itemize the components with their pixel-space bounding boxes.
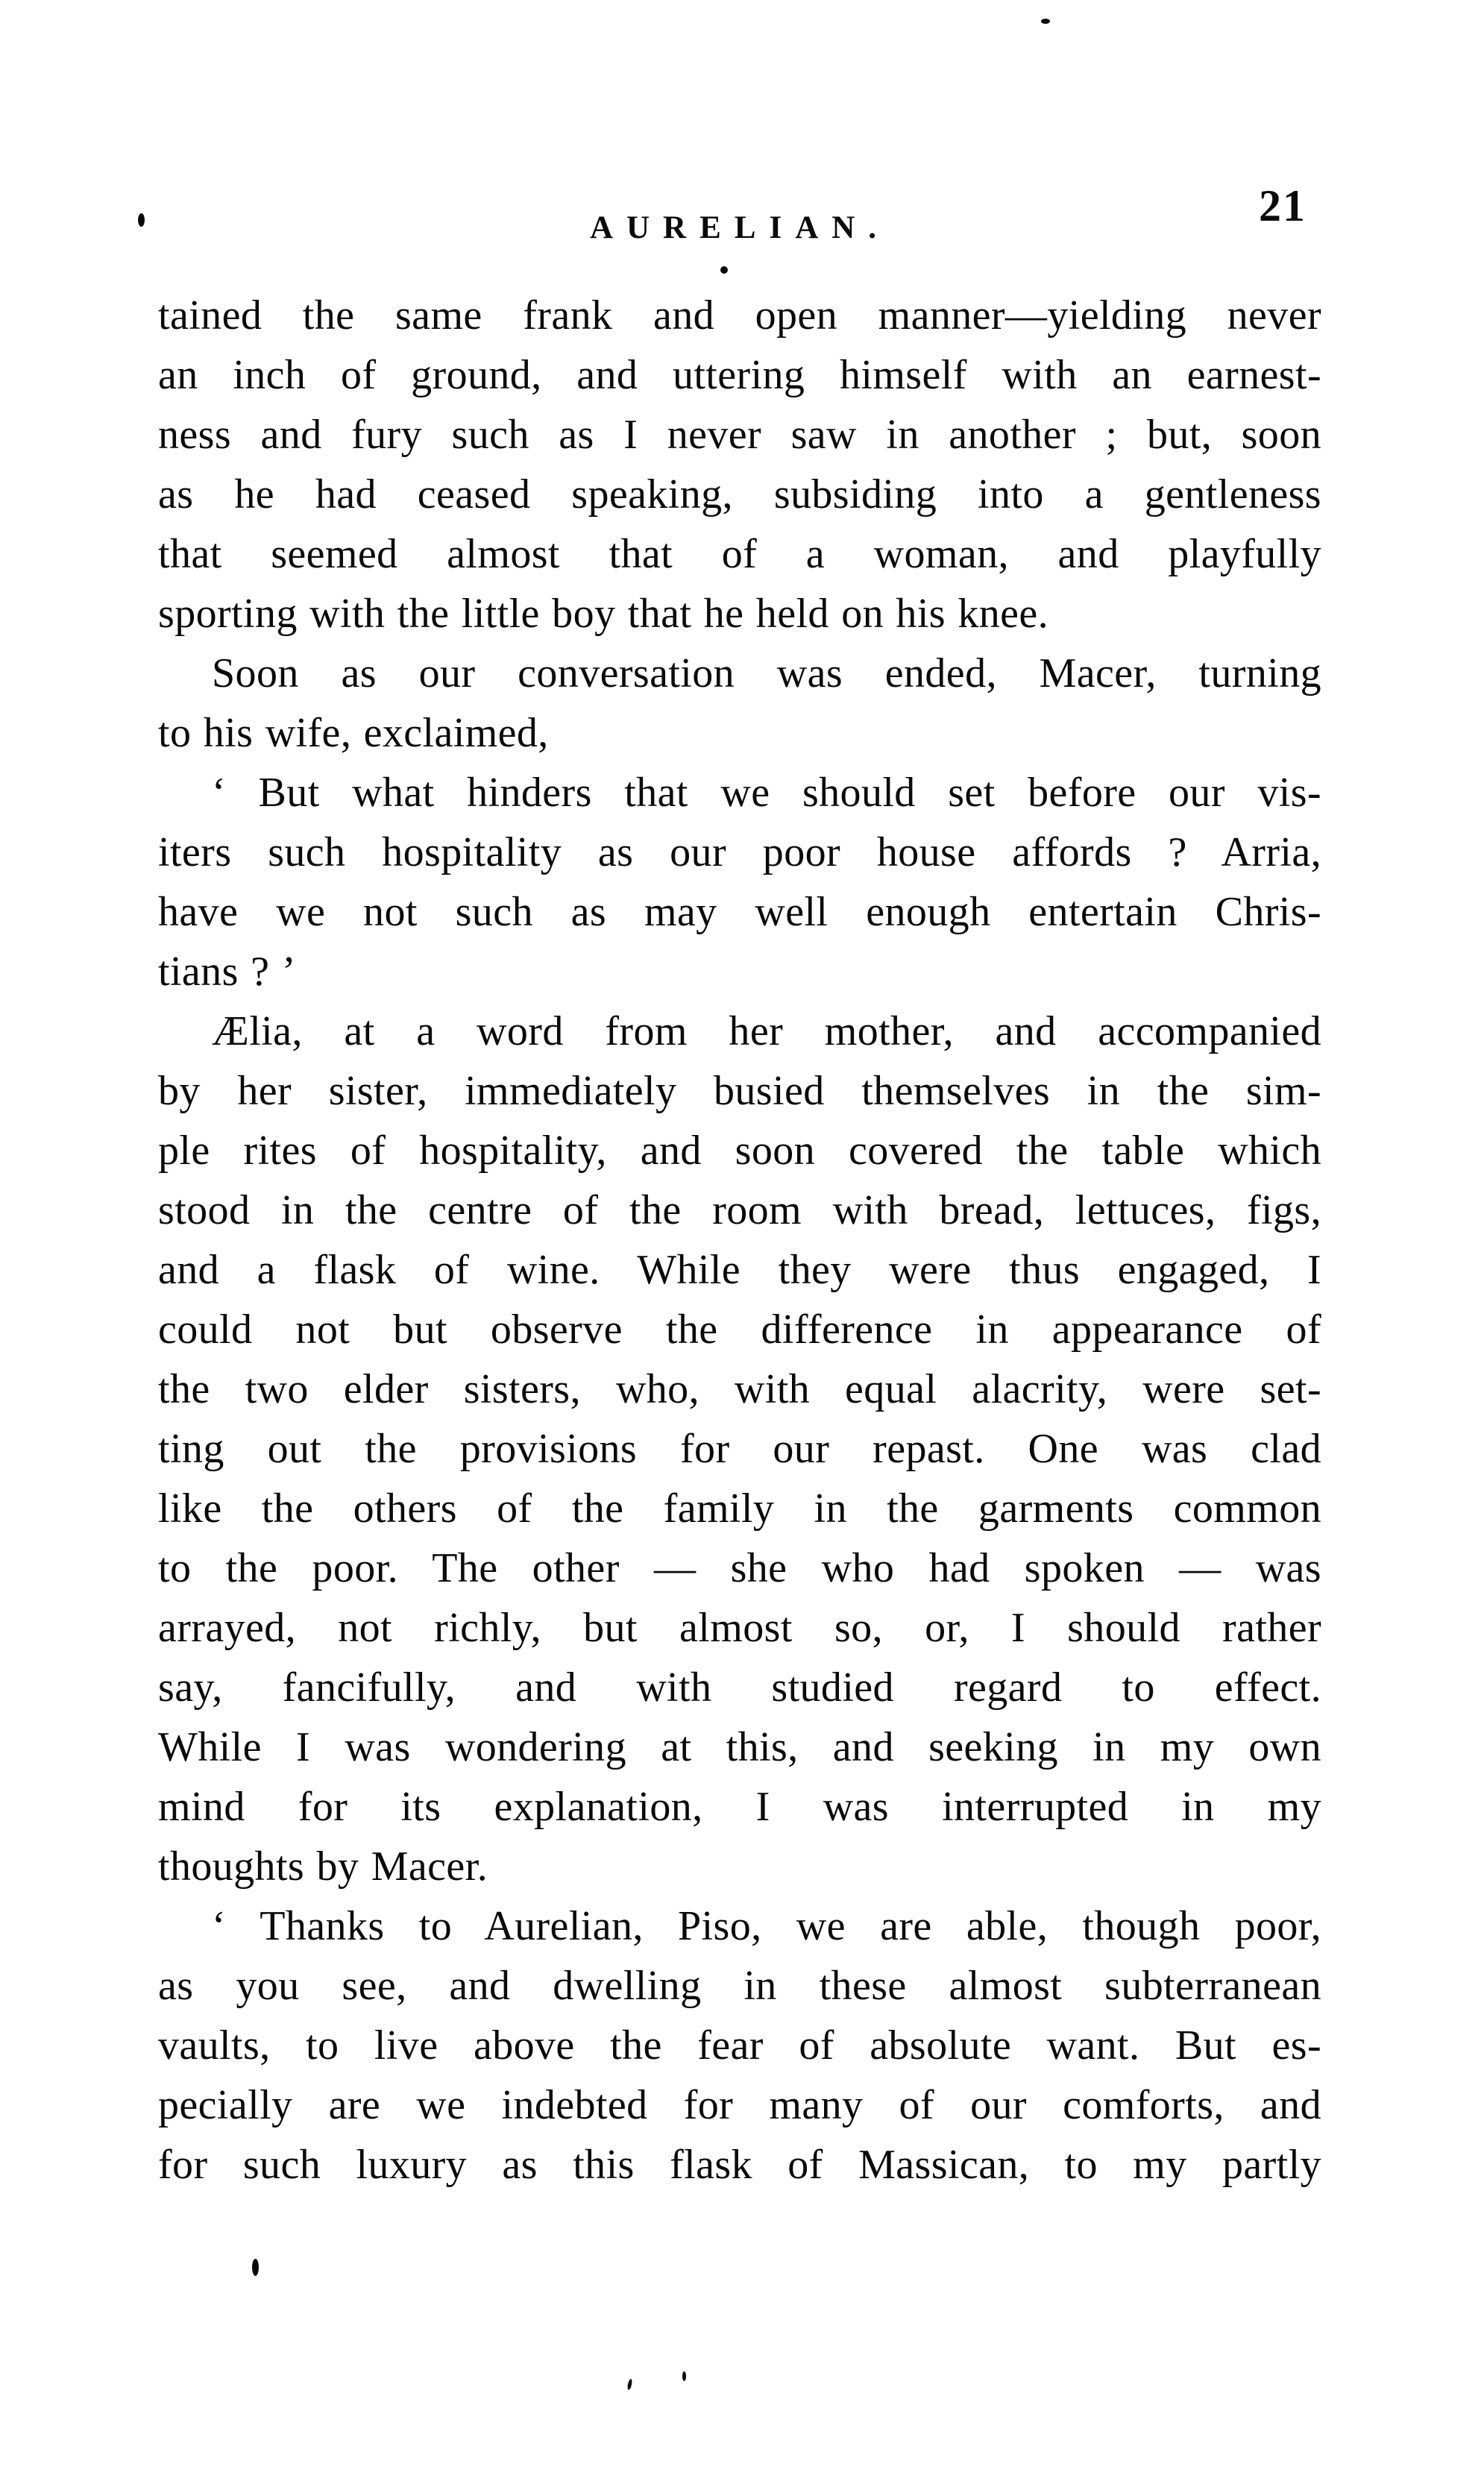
paragraph bbox=[158, 1896, 1321, 2195]
page-number: 21 bbox=[1259, 181, 1307, 230]
paragraph bbox=[158, 1001, 1321, 1896]
text-line: by her sister, immediately busied themselves in the sim- bbox=[158, 1068, 1321, 1114]
text-line: arrayed, not richly, but almost so, or, I should rather bbox=[158, 1605, 1321, 1651]
ink-speck bbox=[1041, 19, 1050, 24]
text-line: While I was wondering at this, and seeking in my own bbox=[158, 1724, 1321, 1770]
text-line: to his wife, exclaimed, bbox=[158, 710, 549, 756]
text-line: sporting with the little boy that he held on his knee. bbox=[158, 591, 1049, 637]
text-line: Soon as our conversation was ended, Macer, turning bbox=[212, 650, 1321, 696]
text-line: Ælia, at a word from her mother, and accompanied bbox=[212, 1008, 1321, 1054]
ink-speck bbox=[138, 213, 145, 227]
page-text-block bbox=[158, 286, 1321, 2195]
text-line: tained the same frank and open manner—yielding never bbox=[158, 292, 1321, 339]
text-line: have we not such as may well enough entertain Chris- bbox=[158, 889, 1321, 935]
text-line: pecially are we indebted for many of our comforts, and bbox=[158, 2082, 1321, 2128]
ink-speck bbox=[682, 2371, 686, 2381]
text-line: ple rites of hospitality, and soon covered the table which bbox=[158, 1128, 1321, 1174]
text-line: as you see, and dwelling in these almost subterranean bbox=[158, 1963, 1321, 2009]
text-line: ‘ Thanks to Aurelian, Piso, we are able, though poor, bbox=[212, 1903, 1321, 1949]
text-line: iters such hospitality as our poor house affords ? Arria, bbox=[158, 829, 1321, 875]
text-line: ting out the provisions for our repast. One was clad bbox=[158, 1426, 1321, 1472]
paragraph bbox=[158, 763, 1321, 1001]
text-line: ness and fury such as I never saw in another ; but, soon bbox=[158, 412, 1321, 458]
text-line: to the poor. The other — she who had spoken — was bbox=[158, 1545, 1321, 1591]
text-line: and a flask of wine. While they were thus engaged, I bbox=[158, 1247, 1321, 1293]
text-line: thoughts by Macer. bbox=[158, 1843, 488, 1890]
text-line: vaults, to live above the fear of absolute want. But es- bbox=[158, 2022, 1321, 2069]
ink-speck bbox=[626, 2379, 632, 2391]
text-line: that seemed almost that of a woman, and playfully bbox=[158, 531, 1321, 577]
ink-speck bbox=[252, 2259, 259, 2276]
text-line: stood in the centre of the room with bread, lettuces, figs, bbox=[158, 1187, 1321, 1233]
text-line: the two elder sisters, who, with equal alacrity, were set- bbox=[158, 1366, 1321, 1412]
text-line: could not but observe the difference in appearance of bbox=[158, 1306, 1321, 1353]
paragraph bbox=[158, 286, 1321, 644]
text-line: as he had ceased speaking, subsiding into a gentleness bbox=[158, 471, 1321, 518]
paragraph bbox=[158, 644, 1321, 763]
text-line: mind for its explanation, I was interrupted in my bbox=[158, 1784, 1321, 1830]
ink-speck bbox=[720, 266, 728, 274]
running-header-title: AURELIAN. bbox=[589, 210, 890, 245]
text-line: say, fancifully, and with studied regard to effect. bbox=[158, 1664, 1321, 1711]
text-line: like the others of the family in the garments common bbox=[158, 1485, 1321, 1532]
text-line: for such luxury as this flask of Massican, to my partly bbox=[158, 2142, 1321, 2188]
text-line: tians ? ’ bbox=[158, 949, 296, 995]
text-line: an inch of ground, and uttering himself with an earnest- bbox=[158, 352, 1321, 398]
text-line: ‘ But what hinders that we should set before our vis- bbox=[212, 770, 1321, 816]
